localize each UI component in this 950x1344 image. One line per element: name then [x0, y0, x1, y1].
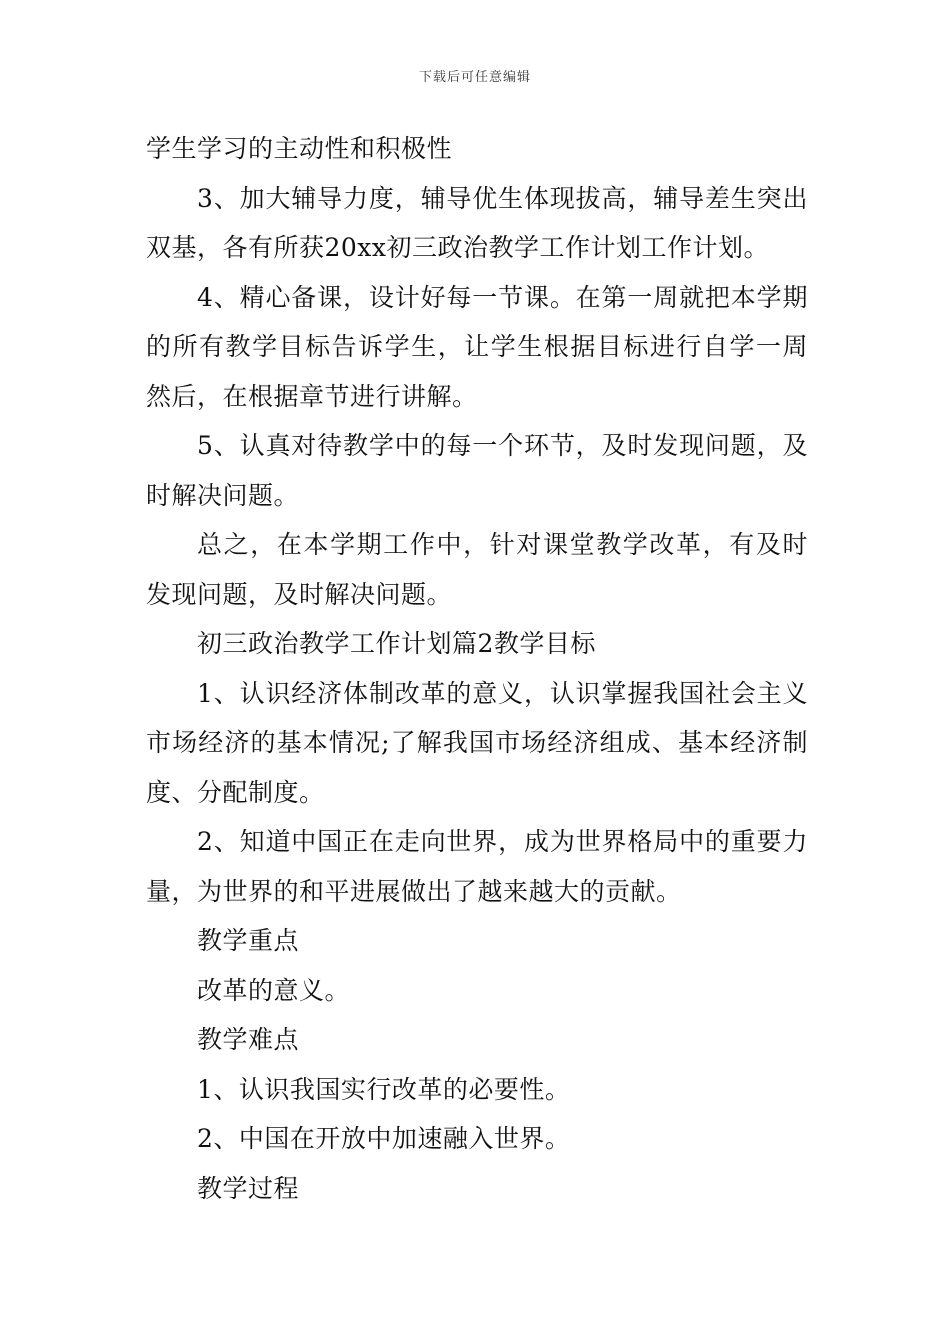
paragraph: 总之，在本学期工作中，针对课堂教学改革，有及时发现问题，及时解决问题。 [146, 530, 808, 609]
paragraph: 5、认真对待教学中的每一个环节，及时发现问题，及时解决问题。 [146, 431, 808, 510]
document-body [146, 124, 808, 1213]
paragraph: 3、加大辅导力度，辅导优生体现拔高，辅导差生突出双基，各有所获20xx初三政治教学工作计划工作计划。 [146, 183, 808, 262]
paragraph: 2、知道中国正在走向世界，成为世界格局中的重要力量，为世界的和平进展做出了越来越大的贡献。 [146, 827, 808, 906]
paragraph: 学生学习的主动性和积极性 [146, 134, 453, 163]
paragraph: 2、中国在开放中加速融入世界。 [197, 1124, 571, 1153]
subheading: 教学过程 [197, 1173, 300, 1203]
subheading: 教学重点 [197, 926, 300, 955]
page-header: 下载后可任意编辑 [418, 70, 531, 85]
paragraph: 1、认识经济体制改革的意义，认识掌握我国社会主义市场经济的基本情况;了解我国市场经济组成、基本经济制度、分配制度。 [146, 678, 808, 807]
paragraph: 改革的意义。 [197, 975, 351, 1005]
paragraph: 4、精心备课，设计好每一节课。在第一周就把本学期的所有教学目标告诉学生，让学生根据目标进行自学一周然后，在根据章节进行讲解。 [146, 282, 808, 411]
section-heading: 初三政治教学工作计划篇2教学目标 [197, 629, 596, 658]
paragraph: 1、认识我国实行改革的必要性。 [197, 1074, 571, 1104]
subheading: 教学难点 [197, 1025, 300, 1054]
